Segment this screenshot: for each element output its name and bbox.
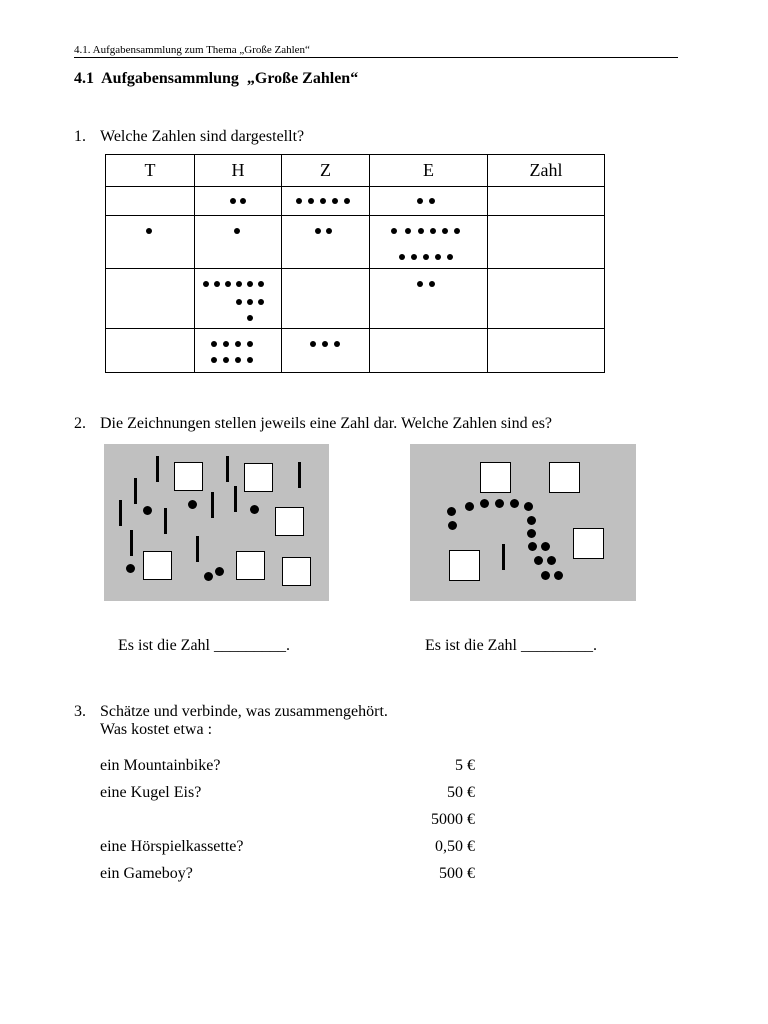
- answer-cell[interactable]: [488, 269, 605, 329]
- counter-dot: [211, 341, 217, 347]
- column-header-z: Z: [282, 155, 370, 187]
- square-symbol: [449, 550, 480, 581]
- stick-symbol: [502, 544, 505, 570]
- dot-symbol: [465, 502, 474, 511]
- counter-dot: [235, 357, 241, 363]
- dot-symbol: [143, 506, 152, 515]
- stick-symbol: [226, 456, 229, 482]
- counter-dot: [235, 341, 241, 347]
- stick-symbol: [234, 486, 237, 512]
- dot-symbol: [528, 542, 537, 551]
- counter-dot: [332, 198, 338, 204]
- price-option[interactable]: 50 €: [447, 784, 475, 801]
- dot-symbol: [215, 567, 224, 576]
- cell-h: [195, 187, 282, 216]
- dot-symbol: [541, 571, 550, 580]
- table-header-row: [106, 155, 605, 187]
- cell-z: [282, 216, 370, 269]
- cell-e: [370, 329, 488, 373]
- cell-t: [106, 216, 195, 269]
- dot-symbol: [250, 505, 259, 514]
- column-header-t: T: [106, 155, 195, 187]
- price-option[interactable]: 500 €: [439, 865, 475, 882]
- price-option[interactable]: 5000 €: [431, 811, 475, 828]
- counter-dot: [247, 357, 253, 363]
- table-row: [106, 269, 605, 329]
- task-number: 2.: [74, 415, 86, 432]
- counter-dot: [454, 228, 460, 234]
- counter-dot: [322, 341, 328, 347]
- dot-symbol: [534, 556, 543, 565]
- counter-dot: [326, 228, 332, 234]
- counter-dot: [315, 228, 321, 234]
- dot-symbol: [204, 572, 213, 581]
- running-header: 4.1. Aufgabensammlung zum Thema „Große Zahlen“: [74, 44, 310, 56]
- cell-z: [282, 269, 370, 329]
- counter-dot: [430, 228, 436, 234]
- counter-dot: [417, 281, 423, 287]
- dot-symbol: [524, 502, 533, 511]
- header-rule: [74, 57, 678, 58]
- stick-symbol: [164, 508, 167, 534]
- price-option[interactable]: 5 €: [455, 757, 475, 774]
- counter-dot: [247, 315, 253, 321]
- cell-e: [370, 216, 488, 269]
- counter-dot: [234, 228, 240, 234]
- item-hoerspielkassette[interactable]: eine Hörspielkassette?: [100, 838, 244, 855]
- counter-dot: [429, 198, 435, 204]
- cell-h: [195, 329, 282, 373]
- dot-symbol: [547, 556, 556, 565]
- counter-dot: [225, 281, 231, 287]
- square-symbol: [174, 462, 203, 491]
- item-gameboy[interactable]: ein Gameboy?: [100, 865, 193, 882]
- square-symbol: [549, 462, 580, 493]
- answer-line-left[interactable]: Es ist die Zahl _________.: [118, 637, 290, 654]
- square-symbol: [480, 462, 511, 493]
- dot-symbol: [527, 529, 536, 538]
- square-symbol: [573, 528, 604, 559]
- counter-dot: [258, 281, 264, 287]
- column-header-e: E: [370, 155, 488, 187]
- table-row: [106, 187, 605, 216]
- counter-dot: [223, 357, 229, 363]
- counter-dot: [296, 198, 302, 204]
- counter-dot: [405, 228, 411, 234]
- counter-dot: [236, 281, 242, 287]
- counter-dot: [223, 341, 229, 347]
- counter-dot: [230, 198, 236, 204]
- picture-right: [410, 444, 636, 601]
- dot-symbol: [541, 542, 550, 551]
- stick-symbol: [134, 478, 137, 504]
- counter-dot: [344, 198, 350, 204]
- stick-symbol: [196, 536, 199, 562]
- counter-dot: [417, 198, 423, 204]
- counter-dot: [320, 198, 326, 204]
- counter-dot: [334, 341, 340, 347]
- task-text: Welche Zahlen sind dargestellt?: [100, 128, 305, 145]
- cell-e: [370, 269, 488, 329]
- cell-h: [195, 216, 282, 269]
- counter-dot: [258, 299, 264, 305]
- cell-t: [106, 329, 195, 373]
- task-text: Schätze und verbinde, was zusammengehört.: [100, 703, 388, 720]
- stick-symbol: [211, 492, 214, 518]
- task-text: Die Zeichnungen stellen jeweils eine Zahl dar. Welche Zahlen sind es?: [100, 415, 553, 432]
- counter-dot: [435, 254, 441, 260]
- picture-left: [104, 444, 329, 601]
- task-number: 1.: [74, 128, 86, 145]
- counter-dot: [308, 198, 314, 204]
- counter-dot: [418, 228, 424, 234]
- counter-dot: [247, 341, 253, 347]
- counter-dot: [411, 254, 417, 260]
- square-symbol: [244, 463, 273, 492]
- stick-symbol: [130, 530, 133, 556]
- table-row: [106, 329, 605, 373]
- table-row: [106, 216, 605, 269]
- page-title: 4.1 Aufgabensammlung „Große Zahlen“: [74, 70, 359, 87]
- price-option[interactable]: 0,50 €: [435, 838, 475, 855]
- counter-dot: [247, 299, 253, 305]
- counter-dot: [247, 281, 253, 287]
- dot-symbol: [447, 507, 456, 516]
- counter-dot: [214, 281, 220, 287]
- column-header-zahl: Zahl: [488, 155, 605, 187]
- item-mountainbike[interactable]: ein Mountainbike?: [100, 757, 221, 774]
- counter-dot: [240, 198, 246, 204]
- answer-line-right[interactable]: Es ist die Zahl _________.: [425, 637, 597, 654]
- square-symbol: [275, 507, 304, 536]
- counter-dot: [146, 228, 152, 234]
- cell-z: [282, 329, 370, 373]
- cell-t: [106, 269, 195, 329]
- stick-symbol: [298, 462, 301, 488]
- place-value-table: [105, 154, 605, 373]
- dot-symbol: [510, 499, 519, 508]
- counter-dot: [211, 357, 217, 363]
- task-3-subquestion: Was kostet etwa :: [100, 721, 213, 738]
- answer-cell[interactable]: [488, 329, 605, 373]
- counter-dot: [429, 281, 435, 287]
- counter-dot: [399, 254, 405, 260]
- dot-symbol: [495, 499, 504, 508]
- dot-symbol: [554, 571, 563, 580]
- task-number: 3.: [74, 703, 86, 720]
- square-symbol: [282, 557, 311, 586]
- answer-cell[interactable]: [488, 216, 605, 269]
- cell-h: [195, 269, 282, 329]
- dot-symbol: [188, 500, 197, 509]
- counter-dot: [423, 254, 429, 260]
- column-header-h: H: [195, 155, 282, 187]
- cell-t: [106, 187, 195, 216]
- square-symbol: [143, 551, 172, 580]
- dot-symbol: [448, 521, 457, 530]
- dot-symbol: [527, 516, 536, 525]
- counter-dot: [236, 299, 242, 305]
- stick-symbol: [156, 456, 159, 482]
- stick-symbol: [119, 500, 122, 526]
- dot-symbol: [480, 499, 489, 508]
- cell-e: [370, 187, 488, 216]
- dot-symbol: [126, 564, 135, 573]
- counter-dot: [391, 228, 397, 234]
- counter-dot: [203, 281, 209, 287]
- square-symbol: [236, 551, 265, 580]
- item-kugel-eis[interactable]: eine Kugel Eis?: [100, 784, 202, 801]
- counter-dot: [442, 228, 448, 234]
- answer-cell[interactable]: [488, 187, 605, 216]
- counter-dot: [447, 254, 453, 260]
- counter-dot: [310, 341, 316, 347]
- cell-z: [282, 187, 370, 216]
